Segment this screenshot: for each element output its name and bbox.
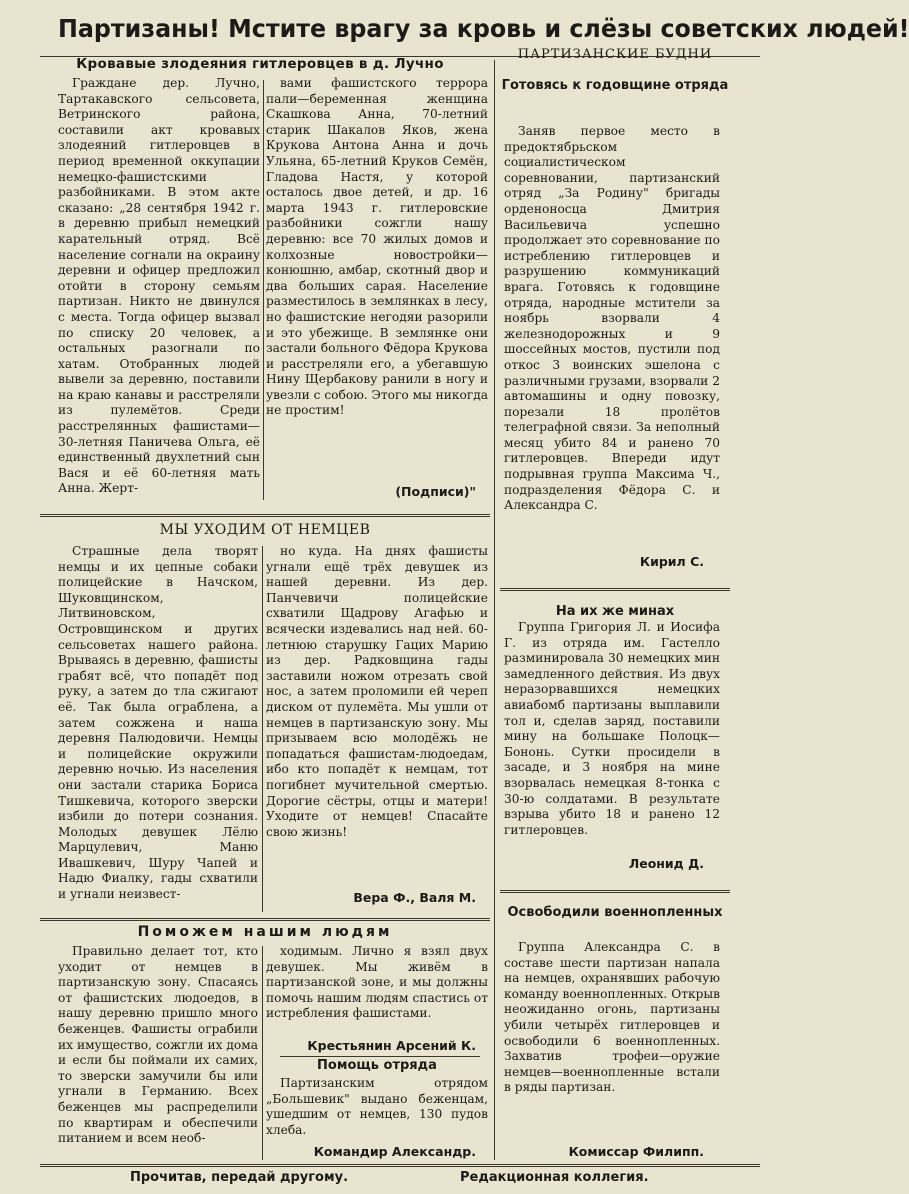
article3-headline: МЫ УХОДИМ ОТ НЕМЦЕВ [159,522,371,538]
article4-body [504,620,720,852]
article3-top-rule [40,514,490,517]
article7-body [504,940,720,1140]
article5-signature: Крестьянин Арсений К. [307,1038,476,1053]
article2-headline: Готовясь к годовщине отряда [501,78,729,93]
article7-signature: Комиссар Филипп. [568,1144,704,1159]
article2-text: Заняв первое место в предоктябрьском социалистическом соревновании, партизанский отряд „За Родину" бригады орденоносца Дмитрия Васильевича успешно продолжает это соревнование по истреблению гитлеровцев и разрушению коммуникаций врага. Готовясь к годовщине отряда, народные мстители за ноябрь взорвали 4 железнодорожных и 9 шоссейных мостов, пустили под откос 3 воинских эшелона с различными грузами, взорвали 2 автомашины и одну повозку, порезали 18 пролётов телеграфной связи. За неполный месяц убито 84 и ранено 70 гитлеровцев. Впереди идут подрывная группа Максима Ч., подразделения Фёдора С. и Александра С. [504,124,720,513]
article4-signature: Леонид Д. [628,856,704,871]
article3-signature: Вера Ф., Валя М. [353,890,476,905]
article6-body [266,1076,488,1140]
article3-col2-text: но куда. На днях фашисты угнали ещё трёх девушек из нашей деревни. Из дер. Панчевичи полицейские схватили Щадрову Агафью и всячески издевались над ней. 60-летнюю старушку Гацих Марию из дер. Радковщина гады заставили ножом отрезать свой нос, а затем проломили ей череп диском от пулемёта. Мы ушли от немцев в партизанскую зону. Мы призываем всю молодёжь не попадаться фашистам-людоедам, ибо кто попадёт к немцам, тот погибнет мучительной смертью. Дорогие сёстры, отцы и матери! Уходите от немцев! Спасайте свою жизнь! [266,544,488,839]
article5-col-divider [262,946,263,1160]
article7-text: Группа Александра С. в составе шести партизан напала на немцев, охранявших рабочую команду военнопленных. Открыв неожиданно огонь, партизаны убили четырёх гитлеровцев и освободили 6 военнопленных. Захватив трофеи—оружие немцев—военнопленные встали в ряды партизан. [504,940,720,1095]
banner-headline: Партизаны! Мстите врагу за кровь и слёзы советских людей! [58,14,909,43]
article5-col2 [266,944,488,1038]
footer-rule [40,1164,760,1167]
article1-col-divider [263,80,264,500]
article5-col1-text: Правильно делает тот, кто уходит от немцев в партизанскую зону. Спасаясь от фашистских людоедов, в нашу деревню пришло много беженцев. Фашисты ограбили их имущество, сожгли их дома и если бы поймали их самих, то зверски замучили бы или угнали в Германию. Всех беженцев мы распределили по квартирам и обеспечили питанием и всем необ- [58,944,258,1146]
article4-headline: На их же минах [555,604,675,619]
article6-top-rule [280,1056,480,1057]
article3-col1-text: Страшные дела творят немцы и их цепные собаки полицейские в Начском, Шуковщинском, Литвиновском, Островщинском и других сельсоветах нашего района. Врываясь в деревню, фашисты грабят всё, что попадёт под руку, а затем до тла сжигают её. Так была ограблена, а затем сожжена и наша деревня Палюдовичи. Немцы и полицейские окружили деревню ночью. Из населения они застали старика Бориса Тишкевича, которого зверски избили до потери сознания. Молодых девушек Лёлю Марцулевич, Маню Ивашкевич, Шуру Чапей и Надю Фиалку, гады схватили и угнали неизвест- [58,544,258,902]
article2-signature: Кирил С. [639,554,704,569]
article2-rule [500,588,730,591]
article2-body [504,124,720,552]
article1-col2-text: вами фашистского террора пали—беременная женщина Скашкова Анна, 70-летний старик Шакалов Яков, жена Крукова Антона Анна и дочь Ульяна, 65-летний Круков Семён, Гладова Настя, у которой осталось двое детей, и др. 16 марта 1943 г. гитлеровские разбойники сожгли нашу деревню: все 70 жилых домов и колхозные новостройки—конюшню, амбар, скотный двор и два больших сарая. Население разместилось в землянках в лесу, но фашистские негодяи разорили и это убежище. В землянке они застали больного Фёдора Крукова и расстреляли его, а убегавшую Нину Щербакову ранили в ногу и увезли с собою. Этого мы никогда не простим! [266,76,488,418]
footer-right: Редакционная коллегия. [460,1170,649,1185]
article4-rule [500,890,730,893]
article3-col2 [266,544,488,884]
article3-col-divider [262,546,263,912]
footer-left: Прочитав, передай другому. [130,1170,349,1185]
article6-signature: Командир Александр. [313,1144,476,1159]
article3-col1 [58,544,258,916]
article1-col1-text: Граждане дер. Лучно, Тартакавского сельсовета, Ветринского района, составили акт кровавых злодеяний гитлеровцев в период временной оккупации немецко-фашистскими разбойниками. В этом акте сказано: „28 сентября 1942 г. в деревню прибыл немецкий карательный отряд. Всё население согнали на окраину деревни и офицер предложил отойти в сторону семьям партизан. Никто не двинулся с места. Тогда офицер вызвал по списку 20 человек, а остальных разогнали по хатам. Отобранных людей вывели за деревню, поставили на краю канавы и расстреляли из пулемётов. Среди расстрелянных фашистами—30-летняя Паничева Ольга, её единственный двухлетний сын Вася и её 60-летняя мать Анна. Жерт- [58,76,260,496]
article6-headline: Помощь отряда [317,1058,437,1073]
article1-col1 [58,76,260,504]
article5-col1 [58,944,258,1162]
article7-headline: Освободили военнопленных [507,905,723,920]
article5-top-rule [40,918,490,921]
article4-text: Группа Григория Л. и Иосифа Г. из отряда им. Гастелло разминировала 30 немецких мин замедленного действия. Из двух неразорвавшихся немецких авиабомб партизаны выплавили тол и, сделав заряд, поставили мину на большаке Полоцк—Бононь. Сутки просидели в засаде, и 3 ноября на мине взорвалась немецкая 8-тонка с 30-ю солдатами. В результате взрыва убито 18 и ранено 12 гитлеровцев. [504,620,720,837]
article1-signature: (Подписи)" [395,484,476,499]
main-column-divider [494,60,495,1160]
column-header: ПАРТИЗАНСКИЕ БУДНИ [517,47,713,62]
article1-col2 [266,76,488,476]
article1-headline: Кровавые злодеяния гитлеровцев в д. Лучно [76,56,444,72]
article5-headline: Поможем нашим людям [137,924,393,940]
article5-col2-text: ходимым. Лично я взял двух девушек. Мы живём в партизанской зоне, и мы должны помочь нашим людям спастись от истребления фашистами. [266,944,488,1021]
article6-text: Партизанским отрядом „Большевик" выдано беженцам, ушедшим от немцев, 130 пудов хлеба. [266,1076,488,1137]
